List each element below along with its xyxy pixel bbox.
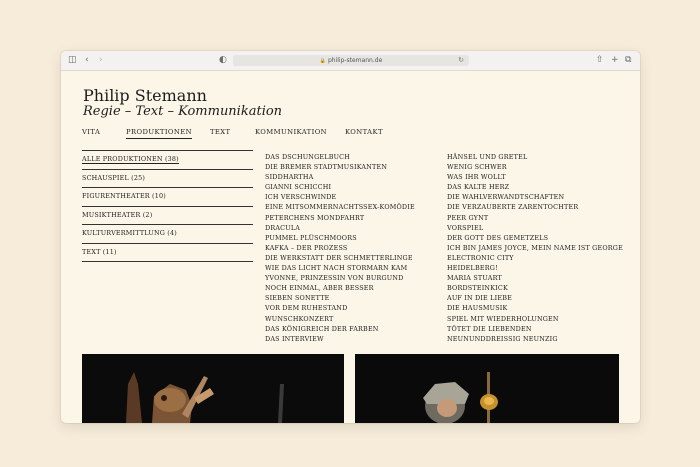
site-tagline: Regie – Text – Kommunikation	[83, 104, 283, 119]
filter-figurentheater[interactable]: FIGURENTHEATER (10)	[82, 188, 253, 207]
production-link[interactable]: WIE DAS LICHT NACH STORMARN KAM	[265, 264, 408, 273]
filter-musiktheater[interactable]: MUSIKTHEATER (2)	[82, 207, 253, 226]
production-link[interactable]: PETERCHENS MONDFAHRT	[265, 213, 365, 222]
production-link[interactable]: YVONNE, PRINZESSIN VON BURGUND	[265, 274, 404, 283]
production-link[interactable]: SPIEL MIT WIEDERHOLUNGEN	[447, 314, 559, 323]
nav-text[interactable]: TEXT	[210, 128, 231, 136]
puppet-photo-image	[82, 354, 344, 423]
production-link[interactable]: ELECTRONIC CITY	[447, 253, 514, 262]
production-link[interactable]: DAS KÖNIGREICH DER FARBEN	[265, 324, 379, 333]
filter-kulturvermittlung[interactable]: KULTURVERMITTLUNG (4)	[82, 225, 253, 244]
production-link[interactable]: EINE MITSOMMERNACHTSSEX-KOMÖDIE	[265, 203, 415, 212]
production-link[interactable]: DIE WAHLVERWANDTSCHAFTEN	[447, 193, 565, 202]
production-link[interactable]: TÖTET DIE LIEBENDEN	[447, 324, 532, 333]
nav-vita[interactable]: VITA	[82, 128, 101, 136]
production-link[interactable]: MARIA STUART	[447, 274, 502, 283]
nav-kontakt[interactable]: KONTAKT	[345, 128, 383, 136]
production-link[interactable]: ICH BIN JAMES JOYCE, MEIN NAME IST GEORGE	[447, 243, 623, 252]
back-icon[interactable]: ‹	[85, 55, 89, 65]
production-link[interactable]: DIE VERZAUBERTE ZARENTOCHTER	[447, 203, 579, 212]
production-list-left	[265, 152, 445, 344]
production-link[interactable]: PEER GYNT	[447, 213, 489, 222]
production-link[interactable]: DIE BREMER STADTMUSIKANTEN	[265, 163, 388, 172]
production-link[interactable]: BORDSTEINKICK	[447, 284, 508, 293]
browser-toolbar	[61, 51, 640, 71]
url-text: philip-stemann.de	[327, 57, 383, 64]
filter-all[interactable]: ALLE PRODUKTIONEN (38)	[82, 151, 253, 170]
production-photo-1[interactable]	[82, 354, 344, 423]
production-link[interactable]: WUNSCHKONZERT	[265, 314, 334, 323]
nav-kommunikation[interactable]: KOMMUNIKATION	[255, 128, 328, 136]
production-link[interactable]: KAFKA – DER PROZESS	[265, 243, 348, 252]
production-link[interactable]: VOR DEM RUHESTAND	[265, 304, 348, 313]
site-title[interactable]: Philip Stemann	[83, 86, 207, 105]
share-icon[interactable]: ⇧	[596, 55, 604, 65]
lock-icon: 🔒	[319, 58, 326, 64]
address-bar[interactable]	[233, 55, 469, 66]
production-link[interactable]: DAS DSCHUNGELBUCH	[265, 153, 351, 161]
production-link[interactable]: VORSPIEL	[447, 223, 484, 232]
production-link[interactable]: PUMMEL PLÜSCHMOORS	[265, 233, 357, 242]
production-photo-2[interactable]	[355, 354, 619, 423]
production-list-right	[447, 152, 627, 344]
stage-photo-image	[355, 354, 619, 423]
production-link[interactable]: AUF IN DIE LIEBE	[447, 294, 512, 303]
forward-icon[interactable]: ›	[99, 55, 103, 65]
production-link[interactable]: DIE WERKSTATT DER SCHMETTERLINGE	[265, 253, 413, 262]
filter-schauspiel[interactable]: SCHAUSPIEL (25)	[82, 170, 253, 189]
production-link[interactable]: HEIDELBERG!	[447, 264, 498, 273]
production-link[interactable]: DAS KALTE HERZ	[447, 183, 510, 192]
production-link[interactable]: SIEBEN SONETTE	[265, 294, 330, 303]
new-tab-icon[interactable]: +	[611, 55, 619, 65]
tab-overview-icon[interactable]: ⧉	[625, 55, 632, 65]
production-link[interactable]: HÄNSEL UND GRETEL	[447, 153, 528, 161]
production-link[interactable]: NOCH EINMAL, ABER BESSER	[265, 284, 374, 293]
browser-window	[61, 51, 640, 423]
production-link[interactable]: SIDDHARTHA	[265, 173, 314, 182]
production-link[interactable]: WENIG SCHWER	[447, 163, 507, 172]
production-link[interactable]: DAS INTERVIEW	[265, 334, 324, 343]
production-link[interactable]: ICH VERSCHWINDE	[265, 193, 337, 202]
production-link[interactable]: GIANNI SCHICCHI	[265, 183, 332, 192]
production-link[interactable]: DIE HAUSMUSIK	[447, 304, 508, 313]
filter-text[interactable]: TEXT (11)	[82, 244, 253, 263]
privacy-shield-icon[interactable]: ◐	[219, 55, 227, 65]
production-link[interactable]: DER GOTT DES GEMETZELS	[447, 233, 549, 242]
production-link[interactable]: DRACULA	[265, 223, 301, 232]
production-link[interactable]: NEUNUNDDREISSIG NEUNZIG	[447, 334, 558, 343]
reload-icon[interactable]: ↻	[458, 56, 464, 64]
nav-produktionen[interactable]: PRODUKTIONEN	[126, 128, 192, 139]
sidebar-icon[interactable]: ◫	[68, 55, 77, 65]
category-filter-list	[82, 150, 253, 262]
production-link[interactable]: WAS IHR WOLLT	[447, 173, 506, 182]
